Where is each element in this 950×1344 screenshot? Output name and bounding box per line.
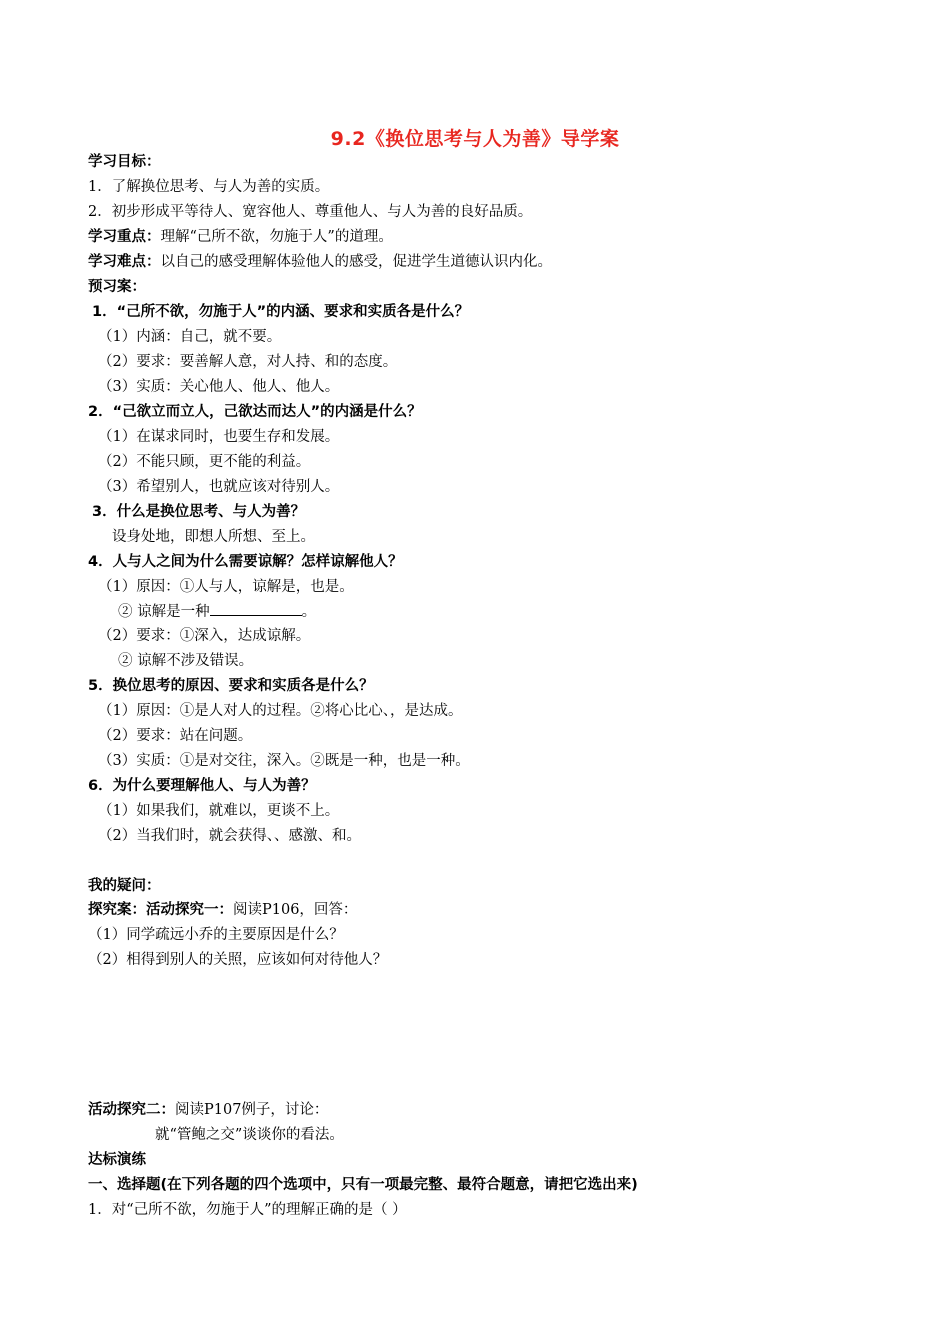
answer-suffix: 。 — [301, 604, 317, 620]
explore-question: （2）相得到别人的关照，应该如何对待他人？ — [88, 952, 388, 968]
preview-heading: 预习案： — [88, 279, 146, 295]
answer-line: （3）希望别人，也就应该对待别人。 — [98, 479, 340, 495]
question-heading: 6．为什么要理解他人、与人为善？ — [88, 778, 316, 794]
explore-question: （1）同学疏远小乔的主要原因是什么？ — [88, 927, 344, 943]
objectives-heading: 学习目标： — [88, 154, 161, 170]
answer-line: （3）实质：关心他人、他人、他人。 — [98, 379, 340, 395]
objective-item: 2．初步形成平等待人、宽容他人、尊重他人、与人为善的良好品质。 — [88, 204, 533, 220]
activity2-row — [88, 1100, 328, 1120]
question-heading: 2．“己欲立而立人，己欲达而达人”的内涵是什么？ — [88, 404, 422, 420]
answer-line: ② 谅解不涉及错误。 — [118, 653, 254, 669]
document-title: 9.2《换位思考与人为善》导学案 — [330, 128, 620, 150]
answer-line: （1）如果我们，就难以，更谈不上。 — [98, 803, 340, 819]
fill-in-blank — [210, 601, 302, 616]
answer-line: （1）原因：①是人对人的过程。②将心比心、，是达成。 — [98, 703, 463, 719]
key-point-row — [88, 227, 393, 247]
difficulty-text: 以自己的感受理解体验他人的感受，促进学生道德认识内化。 — [160, 254, 552, 270]
answer-line: （2）要求：站在问题。 — [98, 728, 253, 744]
answer-line: 设身处地，即想人所想、至上。 — [112, 529, 315, 545]
difficulty-label: 学习难点： — [88, 254, 161, 270]
practice-section-heading: 一、选择题(在下列各题的四个选项中，只有一项最完整、最符合题意，请把它选出来) — [88, 1177, 638, 1193]
question-heading: 4．人与人之间为什么需要谅解？怎样谅解他人？ — [88, 554, 403, 570]
answer-prefix: ② 谅解是一种 — [118, 604, 210, 620]
difficulty-row — [88, 252, 552, 272]
answer-line: （1）在谋求同时，也要生存和发展。 — [98, 429, 340, 445]
answer-line: （2）不能只顾，更不能的利益。 — [98, 454, 311, 470]
answer-line: （3）实质：①是对交往，深入。②既是一种，也是一种。 — [98, 753, 470, 769]
answer-line: （2）要求：要善解人意，对人持、和的态度。 — [98, 354, 398, 370]
key-point-text: 理解“己所不欲，勿施于人”的道理。 — [160, 229, 393, 245]
activity2-text: 阅读P107例子，讨论： — [175, 1102, 329, 1118]
practice-heading: 达标演练 — [88, 1152, 146, 1168]
activity2-question: 就“管鲍之交”谈谈你的看法。 — [155, 1127, 344, 1143]
answer-line-with-blank — [118, 601, 316, 622]
question-heading: 1．“己所不欲，勿施于人”的内涵、要求和实质各是什么？ — [92, 304, 470, 320]
activity2-label: 活动探究二： — [88, 1102, 175, 1118]
question-heading: 5．换位思考的原因、要求和实质各是什么？ — [88, 678, 374, 694]
question-heading: 3．什么是换位思考、与人为善？ — [92, 504, 306, 520]
answer-line: （2）当我们时，就会获得、、感激、和。 — [98, 828, 361, 844]
explore-text: 阅读P106，回答： — [233, 902, 358, 918]
answer-line: （2）要求：①深入，达成谅解。 — [98, 628, 311, 644]
my-questions-heading: 我的疑问： — [88, 878, 161, 894]
answer-line: （1）内涵：自己，就不要。 — [98, 329, 282, 345]
answer-line: （1）原因：①人与人，谅解是，也是。 — [98, 579, 354, 595]
key-point-label: 学习重点： — [88, 229, 161, 245]
explore-row — [88, 900, 357, 920]
practice-question: 1．对“己所不欲，勿施于人”的理解正确的是（ ） — [88, 1202, 407, 1218]
explore-label: 探究案：活动探究一： — [88, 902, 233, 918]
objective-item: 1．了解换位思考、与人为善的实质。 — [88, 179, 330, 195]
